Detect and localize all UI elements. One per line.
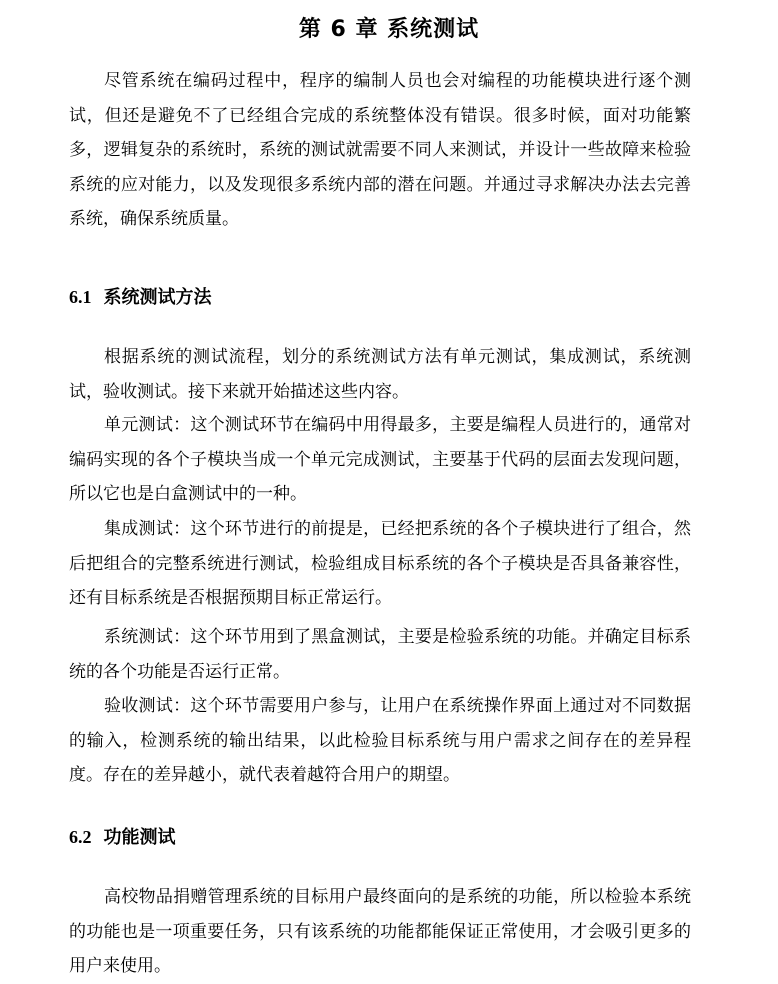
paragraph-acceptance-testing: 验收测试：这个环节需要用户参与，让用户在系统操作界面上通过对不同数据的输入，检测系统的输出结果，以此检验目标系统与用户需求之间存在的差异程度。存在的差异越小，就代表着越符合用户的期望。 [69, 696, 691, 785]
section-heading-6-1 [69, 283, 212, 312]
paragraph-unit-testing: 单元测试：这个测试环节在编码中用得最多，主要是编程人员进行的，通常对编码实现的各个子模块当成一个单元完成测试，主要基于代码的层面去发现问题，所以它也是白盒测试中的一种。 [69, 415, 691, 504]
section-number: 6.2 [69, 827, 92, 847]
chapter-title: 第 6 章 系统测试 [298, 17, 480, 42]
intro-paragraph: 尽管系统在编码过程中，程序的编制人员也会对编程的功能模块进行逐个测试，但还是避免不了已经组合完成的系统整体没有错误。很多时候，面对功能繁多，逻辑复杂的系统时，系统的测试就需要不同人来测试，并设计一些故障来检验系统的应对能力，以及发现很多系统内部的潜在问题。并通过寻求解决办法去完善系统，确保系统质量。 [69, 71, 691, 229]
section-number: 6.1 [69, 287, 92, 307]
paragraph-integration-testing: 集成测试：这个环节进行的前提是，已经把系统的各个子模块进行了组合，然后把组合的完整系统进行测试，检验组成目标系统的各个子模块是否具备兼容性，还有目标系统是否根据预期目标正常运行。 [69, 519, 691, 608]
paragraph-functional-testing: 高校物品捐赠管理系统的目标用户最终面向的是系统的功能，所以检验本系统的功能也是一项重要任务，只有该系统的功能都能保证正常使用，才会吸引更多的用户来使用。 [69, 887, 691, 976]
paragraph-system-testing: 系统测试：这个环节用到了黑盒测试，主要是检验系统的功能。并确定目标系统的各个功能是否运行正常。 [69, 627, 691, 682]
section-heading-6-2 [69, 823, 176, 852]
paragraph-test-methods-overview: 根据系统的测试流程，划分的系统测试方法有单元测试，集成测试，系统测试，验收测试。接下来就开始描述这些内容。 [69, 347, 691, 402]
section-title: 功能测试 [103, 827, 176, 848]
section-title: 系统测试方法 [103, 287, 212, 308]
